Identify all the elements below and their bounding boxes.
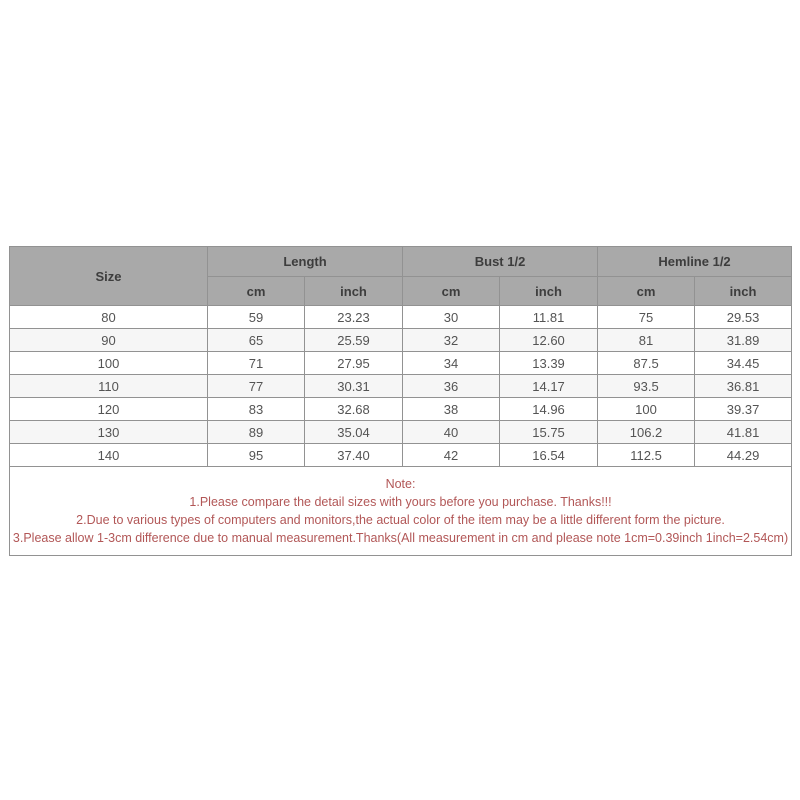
bust-inch-cell: 11.81 [500,306,598,329]
length-cm-cell: 77 [208,375,305,398]
hemline-inch-cell: 34.45 [695,352,792,375]
header-length-inch: inch [305,277,403,306]
note-line-1: 1.Please compare the detail sizes with yours before you purchase. Thanks!!! [189,495,612,509]
length-cm-cell: 95 [208,444,305,467]
length-inch-cell: 23.23 [305,306,403,329]
header-group-row [10,247,792,277]
header-bust-inch: inch [500,277,598,306]
table-footer [10,467,792,556]
size-chart-table [9,246,792,556]
bust-cm-cell: 42 [403,444,500,467]
bust-inch-cell: 13.39 [500,352,598,375]
hemline-inch-cell: 41.81 [695,421,792,444]
length-cm-cell: 89 [208,421,305,444]
hemline-cm-cell: 106.2 [598,421,695,444]
note-line-3: 3.Please allow 1-3cm difference due to manual measurement.Thanks(All measurement in cm and please note 1cm=0.39inch 1inch=2.54cm) [12,531,789,545]
header-hemline-inch: inch [695,277,792,306]
note-row [10,467,792,556]
hemline-cm-cell: 93.5 [598,375,695,398]
note-title: Note: [385,477,416,491]
bust-inch-cell: 14.17 [500,375,598,398]
table-row [10,421,792,444]
bust-cm-cell: 38 [403,398,500,421]
size-cell: 110 [10,375,208,398]
note-section [10,467,792,556]
header-length: Length [208,247,403,277]
bust-cm-cell: 32 [403,329,500,352]
table-body [10,306,792,467]
table-row [10,352,792,375]
size-cell: 90 [10,329,208,352]
size-cell: 130 [10,421,208,444]
size-cell: 100 [10,352,208,375]
hemline-cm-cell: 81 [598,329,695,352]
hemline-inch-cell: 36.81 [695,375,792,398]
bust-cm-cell: 30 [403,306,500,329]
hemline-inch-cell: 39.37 [695,398,792,421]
header-bust-cm: cm [403,277,500,306]
table-row [10,444,792,467]
length-inch-cell: 27.95 [305,352,403,375]
bust-inch-cell: 14.96 [500,398,598,421]
table-row [10,398,792,421]
length-cm-cell: 83 [208,398,305,421]
bust-cm-cell: 40 [403,421,500,444]
header-hemline: Hemline 1/2 [598,247,792,277]
table-header [10,247,792,306]
hemline-inch-cell: 29.53 [695,306,792,329]
table-row [10,329,792,352]
length-cm-cell: 59 [208,306,305,329]
header-hemline-cm: cm [598,277,695,306]
hemline-cm-cell: 75 [598,306,695,329]
hemline-cm-cell: 100 [598,398,695,421]
hemline-inch-cell: 31.89 [695,329,792,352]
bust-inch-cell: 16.54 [500,444,598,467]
table-row [10,375,792,398]
length-cm-cell: 65 [208,329,305,352]
length-cm-cell: 71 [208,352,305,375]
header-size: Size [10,247,208,306]
bust-inch-cell: 15.75 [500,421,598,444]
header-bust: Bust 1/2 [403,247,598,277]
length-inch-cell: 25.59 [305,329,403,352]
hemline-inch-cell: 44.29 [695,444,792,467]
length-inch-cell: 37.40 [305,444,403,467]
bust-cm-cell: 34 [403,352,500,375]
note-line-2: 2.Due to various types of computers and monitors,the actual color of the item may be a little different form the picture. [76,513,725,527]
bust-inch-cell: 12.60 [500,329,598,352]
length-inch-cell: 35.04 [305,421,403,444]
size-cell: 140 [10,444,208,467]
size-cell: 80 [10,306,208,329]
length-inch-cell: 32.68 [305,398,403,421]
table-row [10,306,792,329]
hemline-cm-cell: 112.5 [598,444,695,467]
size-cell: 120 [10,398,208,421]
hemline-cm-cell: 87.5 [598,352,695,375]
header-length-cm: cm [208,277,305,306]
bust-cm-cell: 36 [403,375,500,398]
length-inch-cell: 30.31 [305,375,403,398]
